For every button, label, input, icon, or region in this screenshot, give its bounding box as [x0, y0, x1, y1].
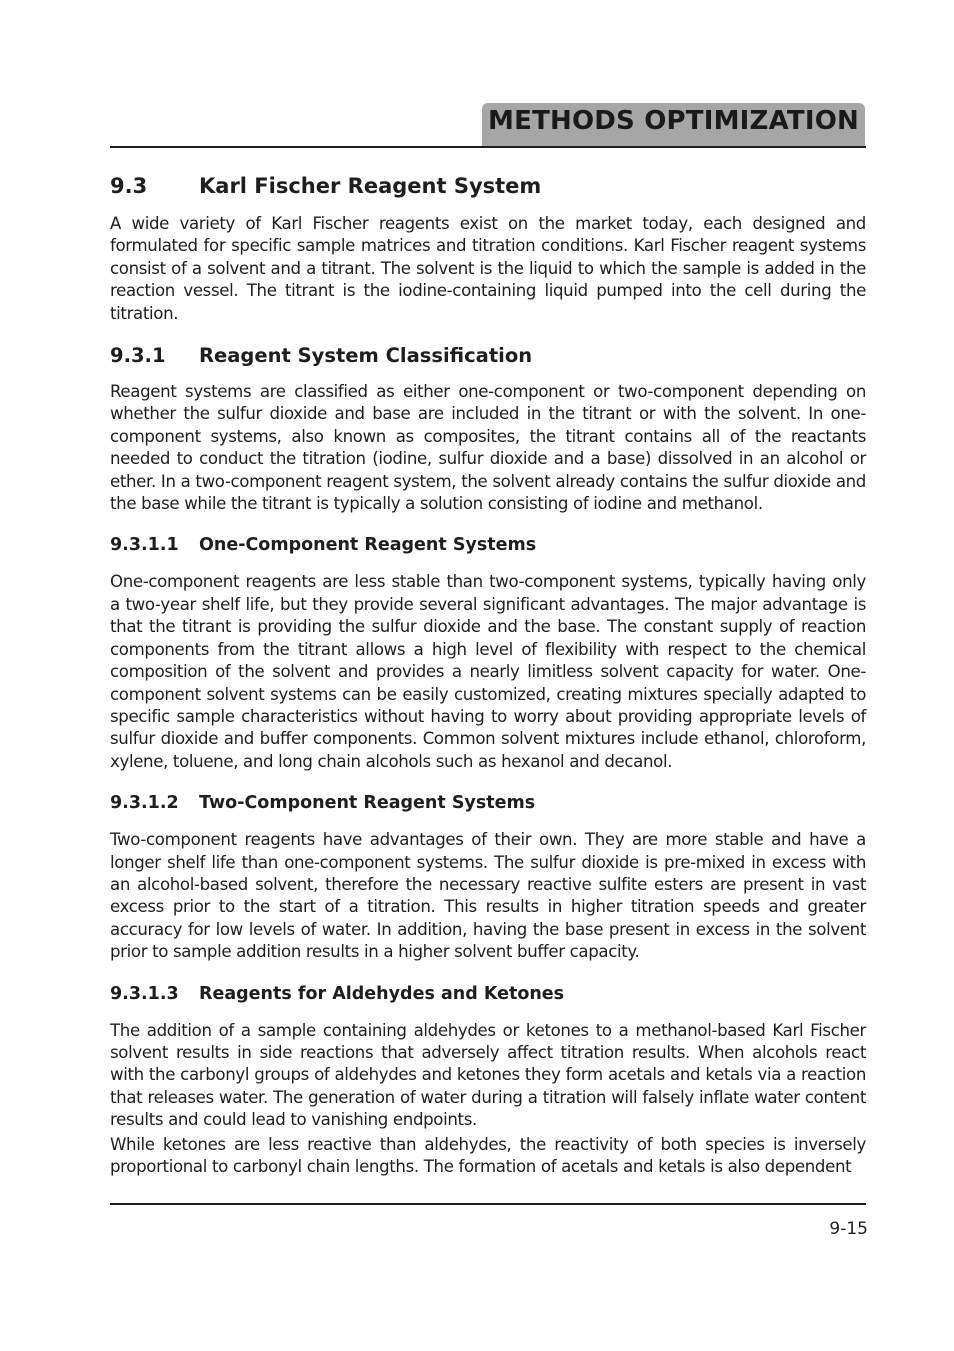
subsection-title: Reagent System Classification	[199, 344, 533, 368]
section-header-tab	[482, 103, 865, 146]
section-title: Karl Fischer Reagent System	[199, 174, 542, 198]
one-component-paragraph: One-component reagents are less stable than two-component systems, typically having only a two-year shelf life, but they provide several significant advantages. The major advantage is that the titrant is providing the sulfur dioxide and the base. The constant supply of reaction components from the titrant allows a high level of flexibility with respect to the chemical composition of the solvent and provides a nearly limitless solvent capacity for water. One-component solvent systems can be easily customized, creating mixtures specially adapted to specific sample characteristics without having to worry about providing appropriate levels of sulfur dioxide and buffer components. Common solvent mixtures include ethanol, chloroform, xylene, toluene, and long chain alcohols such as hexanol and decanol.	[110, 572, 866, 771]
section-number: 9.3	[110, 174, 148, 198]
subsubsection-number: 9.3.1.1	[110, 535, 179, 556]
section-heading	[110, 172, 866, 200]
subsubsection-title: One-Component Reagent Systems	[199, 535, 537, 556]
aldehydes-ketones-paragraph-2: While ketones are less reactive than aldehydes, the reactivity of both species is inversely proportional to carbonyl chain lengths. The formation of acetals and ketals is also dependent	[110, 1134, 866, 1176]
header-rule	[110, 146, 866, 148]
subsubsection-heading-aldehydes-ketones	[110, 982, 866, 1006]
subsubsection-title: Two-Component Reagent Systems	[199, 793, 536, 814]
section-header-title: METHODS OPTIMIZATION	[488, 106, 859, 136]
page-content	[110, 172, 866, 1196]
section-paragraph: A wide variety of Karl Fischer reagents exist on the market today, each designed and formulated for specific sample matrices and titration conditions. Karl Fischer reagent systems consist of a solvent and a titrant. The solvent is the liquid to which the sample is added in the reaction vessel. The titrant is the iodine-containing liquid pumped into the cell during the titration.	[110, 214, 866, 323]
subsubsection-number: 9.3.1.3	[110, 983, 179, 1004]
footer-rule	[110, 1203, 866, 1205]
subsubsection-heading-two-component	[110, 791, 866, 815]
page-number: 9-15	[829, 1219, 868, 1239]
aldehydes-ketones-paragraph-1: The addition of a sample containing aldehydes or ketones to a methanol-based Karl Fischer solvent results in side reactions that adversely affect titration results. When alcohols react with the carbonyl groups of aldehydes and ketones they form acetals and ketals via a reaction that releases water. The generation of water during a titration will falsely inflate water content results and could lead to vanishing endpoints.	[110, 1020, 866, 1130]
subsubsection-number: 9.3.1.2	[110, 793, 179, 814]
two-component-paragraph: Two-component reagents have advantages of their own. They are more stable and have a longer shelf life than one-component systems. The sulfur dioxide is pre-mixed in excess with an alcohol-based solvent, therefore the necessary reactive sulfite esters are present in vast excess prior to the start of a titration. This results in higher titration speeds and greater accuracy for low levels of water. In addition, having the base present in excess in the solvent prior to sample addition results in a higher solvent buffer capacity.	[110, 830, 866, 962]
subsubsection-heading-one-component	[110, 533, 866, 557]
subsubsection-title: Reagents for Aldehydes and Ketones	[199, 983, 565, 1004]
subsection-paragraph: Reagent systems are classified as either one-component or two-component depending on whether the sulfur dioxide and base are included in the titrant or with the solvent. In one-component systems, also known as composites, the titrant contains all of the reactants needed to conduct the titration (iodine, sulfur dioxide and a base) dissolved in an alcohol or ether. In a two-component reagent system, the solvent already contains the sulfur dioxide and the base while the titrant is typically a solution consisting of iodine and methanol.	[110, 382, 866, 514]
subsection-number: 9.3.1	[110, 344, 166, 368]
subsection-heading	[110, 343, 866, 369]
